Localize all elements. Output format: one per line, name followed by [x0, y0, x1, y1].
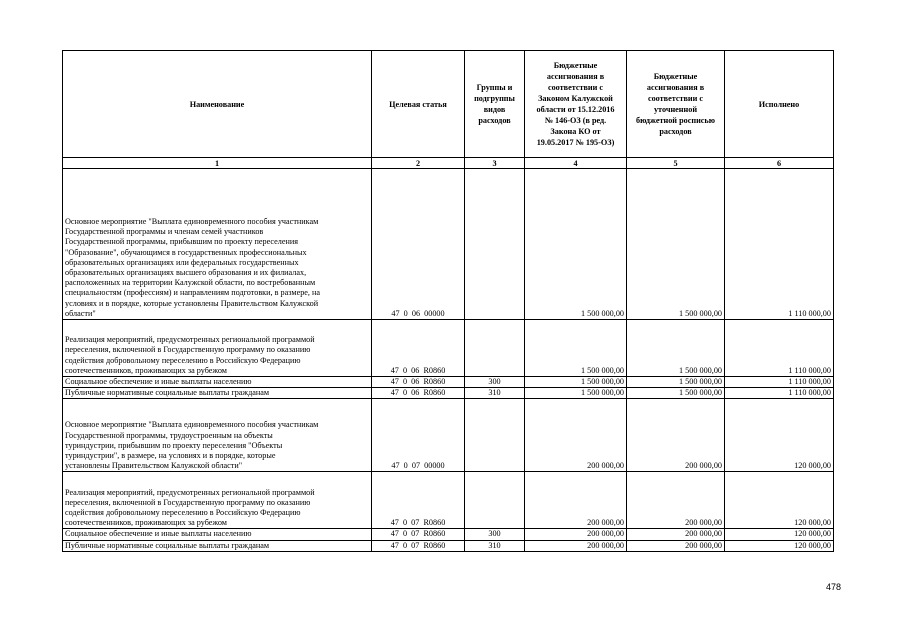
row-code: 47 0 07 R0860 [372, 472, 465, 529]
row-budget-plan: 1 500 000,00 [627, 388, 725, 399]
row-code: 47 0 06 R0860 [372, 377, 465, 388]
row-budget-plan: 1 500 000,00 [627, 169, 725, 320]
table-row [63, 472, 834, 529]
table-row [63, 320, 834, 377]
row-budget-plan: 1 500 000,00 [627, 377, 725, 388]
row-group [465, 472, 525, 529]
column-number: 1 [63, 158, 372, 169]
row-code: 47 0 07 R0860 [372, 540, 465, 551]
row-name: Основное мероприятие "Выплата единовременного пособия участникам Государственной программы, трудоустроенным на объекты туриндустрии, прибывшим по проекту переселения "Объекты туриндустрии", в размере, на условиях и в порядке, которые установлены Правительством Калужской области" [63, 399, 372, 472]
table-row [63, 377, 834, 388]
row-group: 300 [465, 529, 525, 540]
row-group: 310 [465, 388, 525, 399]
column-number: 2 [372, 158, 465, 169]
table-body [63, 158, 834, 552]
page-number: 478 [825, 582, 841, 592]
header-budget-plan: Бюджетные ассигнования в соответствии с уточненной бюджетной росписью расходов [627, 51, 725, 158]
row-name: Социальное обеспечение и иные выплаты населению [63, 377, 372, 388]
row-group [465, 169, 525, 320]
table-row [63, 388, 834, 399]
row-budget-law: 200 000,00 [525, 472, 627, 529]
header-target-article: Целевая статья [372, 51, 465, 158]
row-code: 47 0 07 R0860 [372, 529, 465, 540]
header-expense-groups: Группы и подгруппы видов расходов [465, 51, 525, 158]
row-executed: 120 000,00 [725, 472, 834, 529]
row-budget-law: 1 500 000,00 [525, 320, 627, 377]
row-budget-plan: 200 000,00 [627, 399, 725, 472]
column-number: 6 [725, 158, 834, 169]
row-budget-law: 200 000,00 [525, 399, 627, 472]
row-name: Публичные нормативные социальные выплаты гражданам [63, 540, 372, 551]
row-code: 47 0 06 00000 [372, 169, 465, 320]
budget-table [62, 50, 834, 552]
row-executed: 120 000,00 [725, 540, 834, 551]
row-budget-plan: 200 000,00 [627, 472, 725, 529]
row-name: Публичные нормативные социальные выплаты гражданам [63, 388, 372, 399]
row-executed: 1 110 000,00 [725, 169, 834, 320]
header-name: Наименование [63, 51, 372, 158]
table-row [63, 529, 834, 540]
row-name: Реализация мероприятий, предусмотренных региональной программой переселения, включенной в Государственную программу по оказанию содействия добровольному переселению в Российскую Федерацию соотечественников, проживающих за рубежом [63, 320, 372, 377]
table-header [63, 51, 834, 158]
column-numbers-row [63, 158, 834, 169]
row-group: 300 [465, 377, 525, 388]
header-row [63, 51, 834, 158]
row-budget-plan: 200 000,00 [627, 529, 725, 540]
table-row [63, 399, 834, 472]
row-name: Социальное обеспечение и иные выплаты населению [63, 529, 372, 540]
row-group [465, 399, 525, 472]
column-number: 3 [465, 158, 525, 169]
header-executed: Исполнено [725, 51, 834, 158]
row-code: 47 0 06 R0860 [372, 320, 465, 377]
row-budget-law: 200 000,00 [525, 529, 627, 540]
row-executed: 120 000,00 [725, 529, 834, 540]
row-budget-plan: 200 000,00 [627, 540, 725, 551]
row-executed: 120 000,00 [725, 399, 834, 472]
column-number: 4 [525, 158, 627, 169]
row-group: 310 [465, 540, 525, 551]
table-row [63, 169, 834, 320]
row-name: Основное мероприятие "Выплата единовременного пособия участникам Государственной программы и членам семей участников Государственной программы, прибывшим по проекту переселения "Образование", обучающимся в государственных профессиональных образовательных организациях или федеральных государственных образовательных организациях высшего образования и их филиалах, расположенных на территории Калужской области, по востребованным специальностям (профессиям) и направлениям подготовки, в размере, на условиях и в порядке, которые установлены Правительством Калужской области" [63, 169, 372, 320]
row-budget-law: 1 500 000,00 [525, 169, 627, 320]
row-budget-law: 1 500 000,00 [525, 377, 627, 388]
row-executed: 1 110 000,00 [725, 320, 834, 377]
header-budget-law: Бюджетные ассигнования в соответствии с Законом Калужской области от 15.12.2016 № 146-ОЗ (в ред. Закона КО от 19.05.2017 № 195-ОЗ) [525, 51, 627, 158]
row-executed: 1 110 000,00 [725, 388, 834, 399]
row-budget-law: 200 000,00 [525, 540, 627, 551]
row-code: 47 0 07 00000 [372, 399, 465, 472]
row-name: Реализация мероприятий, предусмотренных региональной программой переселения, включенной в Государственную программу по оказанию содействия добровольному переселению в Российскую Федерацию соотечественников, проживающих за рубежом [63, 472, 372, 529]
row-budget-law: 1 500 000,00 [525, 388, 627, 399]
row-code: 47 0 06 R0860 [372, 388, 465, 399]
table-row [63, 540, 834, 551]
row-budget-plan: 1 500 000,00 [627, 320, 725, 377]
row-executed: 1 110 000,00 [725, 377, 834, 388]
column-number: 5 [627, 158, 725, 169]
row-group [465, 320, 525, 377]
